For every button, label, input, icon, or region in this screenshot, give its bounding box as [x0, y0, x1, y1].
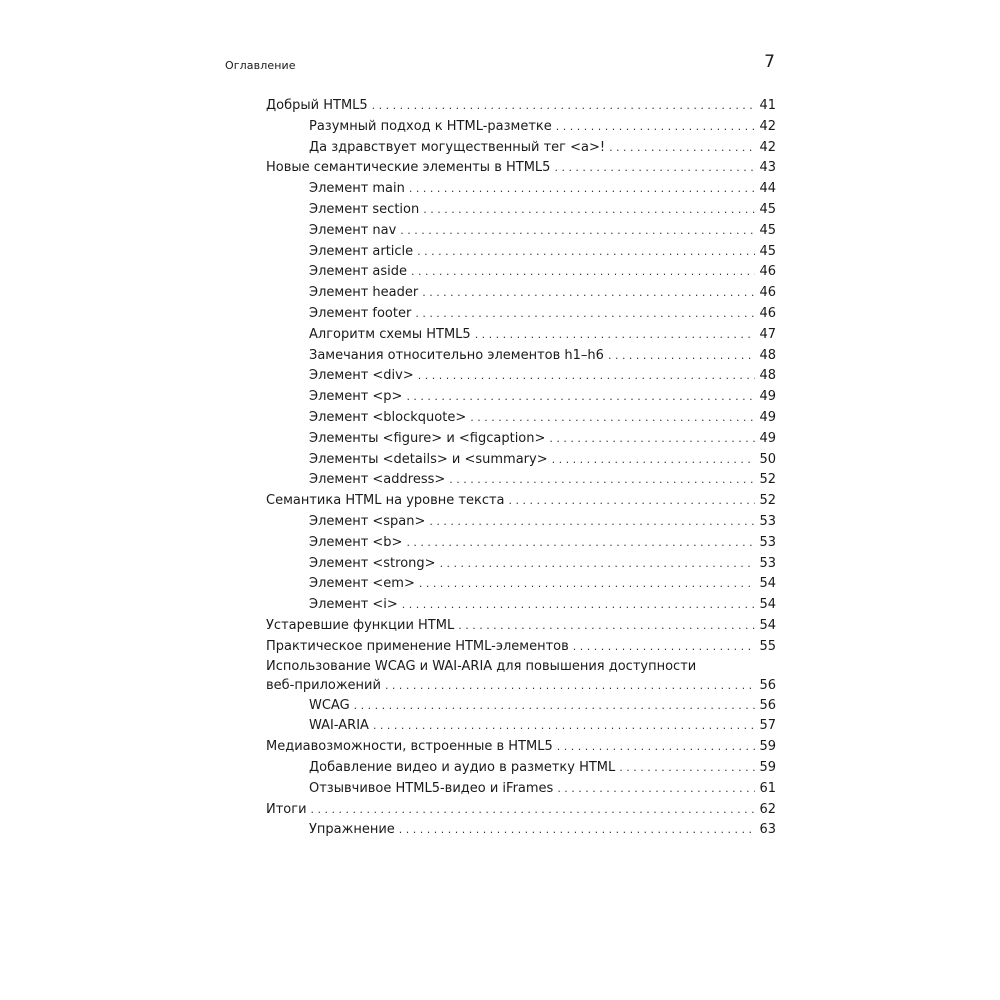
toc-entry	[266, 429, 776, 450]
dot-leader	[373, 716, 755, 737]
toc-entry-row	[309, 242, 776, 263]
toc-entry-title: Элемент nav	[309, 222, 397, 238]
toc-entry-title: Элемент aside	[309, 264, 407, 280]
toc-entry-row	[309, 325, 776, 346]
dot-leader	[549, 429, 755, 450]
toc-entry-page: 59	[759, 759, 776, 775]
toc-entry	[266, 533, 776, 554]
toc-entry-page: 62	[759, 801, 776, 817]
toc-entry-row	[309, 554, 776, 575]
dot-leader	[557, 779, 755, 800]
toc-entry-page: 48	[759, 347, 776, 363]
dot-leader	[423, 200, 755, 221]
toc-entry	[266, 758, 776, 779]
toc-entry-page: 61	[759, 780, 776, 796]
toc-entry-page: 42	[759, 139, 776, 155]
toc-entry-row	[309, 387, 776, 408]
toc-entry-title: Итоги	[266, 801, 307, 817]
toc-entry	[266, 283, 776, 304]
toc-entry-row	[266, 96, 776, 117]
toc-entry-page: 53	[759, 513, 776, 529]
toc-entry-title: Элемент section	[309, 201, 420, 217]
toc-entry	[266, 574, 776, 595]
toc-entry-row	[309, 304, 776, 325]
toc-entry	[266, 117, 776, 138]
dot-leader	[470, 408, 755, 429]
toc-entry	[266, 716, 776, 737]
toc-entry-title: Элемент header	[309, 285, 419, 301]
dot-leader	[619, 758, 755, 779]
toc-entry-page: 42	[759, 118, 776, 134]
toc-entry	[266, 262, 776, 283]
dot-leader	[385, 675, 755, 696]
toc-entry	[266, 366, 776, 387]
toc-entry-title: Добавление видео и аудио в разметку HTML	[309, 759, 616, 775]
toc-entry-row	[309, 262, 776, 283]
dot-leader	[429, 512, 755, 533]
dot-leader	[554, 158, 755, 179]
dot-leader	[417, 242, 755, 263]
toc-entry	[266, 512, 776, 533]
toc-entry	[266, 304, 776, 325]
toc-entry-title: Элемент <strong>	[309, 555, 436, 571]
toc-entry-title: Да здравствует могущественный тег <a>!	[309, 139, 606, 155]
toc-entry	[266, 242, 776, 263]
page-number: 7	[764, 52, 775, 72]
dot-leader	[409, 179, 755, 200]
toc-entry-row	[309, 716, 776, 737]
dot-leader	[400, 221, 755, 242]
toc-entry-page: 56	[759, 677, 776, 693]
toc-entry-title: Отзывчивое HTML5-видео и iFrames	[309, 780, 554, 796]
toc-entry	[266, 325, 776, 346]
toc-entry	[266, 696, 776, 717]
toc-entry-title: веб-приложений	[266, 677, 381, 693]
toc-entry-page: 55	[759, 638, 776, 654]
toc-entry-page: 44	[759, 181, 776, 197]
toc-entry-row	[309, 779, 776, 800]
toc-entry	[266, 820, 776, 841]
dot-leader	[399, 820, 755, 841]
toc-entry-page: 45	[759, 201, 776, 217]
toc-entry	[266, 179, 776, 200]
dot-leader	[411, 262, 755, 283]
toc-entry-title: Алгоритм схемы HTML5	[309, 326, 471, 342]
dot-leader	[402, 595, 755, 616]
toc-entry	[266, 637, 776, 658]
toc-entry-title: Элемент <p>	[309, 389, 403, 405]
toc-entry-row	[266, 491, 776, 512]
dot-leader	[415, 304, 755, 325]
toc-entry-page: 54	[759, 576, 776, 592]
toc-entry-title: Элемент article	[309, 243, 414, 259]
toc-entry	[266, 138, 776, 159]
table-of-contents	[266, 96, 776, 841]
toc-entry-title-line: Использование WCAG и WAI-ARIA для повышения доступности	[266, 658, 697, 674]
toc-entry-page: 63	[759, 822, 776, 838]
dot-leader	[609, 138, 755, 159]
toc-entry-title: Упражнение	[309, 822, 395, 838]
toc-entry-title: Элемент <i>	[309, 597, 398, 613]
toc-entry-title: Элементы <figure> и <figcaption>	[309, 430, 546, 446]
toc-entry	[266, 387, 776, 408]
toc-entry-title: Медиавозможности, встроенные в HTML5	[266, 739, 553, 755]
toc-entry	[266, 554, 776, 575]
toc-entry-title: Добрый HTML5	[266, 98, 368, 113]
toc-entry	[266, 470, 776, 491]
toc-entry	[266, 800, 776, 821]
dot-leader	[556, 117, 755, 138]
toc-entry	[266, 96, 776, 117]
toc-entry-title: Новые семантические элементы в HTML5	[266, 160, 551, 176]
toc-entry	[266, 158, 776, 179]
dot-leader	[418, 366, 755, 387]
toc-entry-page: 54	[759, 597, 776, 613]
toc-entry-row	[309, 820, 776, 841]
toc-entry-page: 59	[759, 739, 776, 755]
toc-entry-row	[309, 283, 776, 304]
toc-entry-row	[309, 696, 776, 717]
toc-entry-row	[309, 138, 776, 159]
toc-entry-page: 41	[759, 98, 776, 113]
toc-entry	[266, 491, 776, 512]
toc-entry-row	[309, 429, 776, 450]
toc-entry-page: 57	[759, 718, 776, 734]
dot-leader	[475, 325, 755, 346]
toc-entry	[266, 450, 776, 471]
toc-entry-row	[266, 637, 776, 658]
toc-entry-page: 45	[759, 222, 776, 238]
dot-leader	[608, 346, 755, 367]
toc-entry-page: 46	[759, 305, 776, 321]
toc-entry-row	[309, 179, 776, 200]
toc-entry-title: Элемент main	[309, 181, 405, 197]
toc-entry-title: Элемент <b>	[309, 534, 403, 550]
dot-leader	[406, 387, 755, 408]
page-header	[225, 52, 775, 78]
toc-entry-row	[309, 408, 776, 429]
toc-entry-page: 43	[759, 160, 776, 176]
toc-entry-page: 45	[759, 243, 776, 259]
toc-entry-page: 53	[759, 555, 776, 571]
toc-entry	[266, 616, 776, 637]
toc-entry-page: 50	[759, 451, 776, 467]
toc-entry-title: WAI-ARIA	[309, 718, 369, 734]
toc-entry-title: Практическое применение HTML-элементов	[266, 638, 569, 654]
toc-entry-row	[266, 675, 776, 696]
toc-entry-title: Элемент <address>	[309, 472, 446, 488]
toc-entry-row	[309, 574, 776, 595]
toc-entry-page: 46	[759, 264, 776, 280]
toc-entry-title: Разумный подход к HTML-разметке	[309, 118, 552, 134]
toc-entry-page: 56	[759, 697, 776, 713]
toc-entry-row	[309, 346, 776, 367]
toc-entry-row	[266, 737, 776, 758]
dot-leader	[354, 696, 755, 717]
dot-leader	[509, 491, 755, 512]
dot-leader	[573, 637, 755, 658]
dot-leader	[419, 574, 755, 595]
toc-entry-page: 49	[759, 389, 776, 405]
toc-entry-page: 48	[759, 368, 776, 384]
toc-entry	[266, 779, 776, 800]
toc-entry	[266, 595, 776, 616]
toc-entry-page: 53	[759, 534, 776, 550]
toc-entry-page: 46	[759, 285, 776, 301]
toc-entry-row	[266, 800, 776, 821]
toc-entry	[266, 221, 776, 242]
toc-entry-row	[309, 758, 776, 779]
toc-entry-row	[309, 117, 776, 138]
toc-entry-title: WCAG	[309, 697, 350, 713]
toc-entry-page: 49	[759, 409, 776, 425]
toc-entry-title: Элементы <details> и <summary>	[309, 451, 548, 467]
toc-entry-page: 54	[759, 617, 776, 633]
toc-entry-row	[309, 200, 776, 221]
dot-leader	[311, 800, 755, 821]
toc-entry-title: Элемент footer	[309, 305, 412, 321]
toc-entry-title: Элемент <span>	[309, 513, 426, 529]
dot-leader	[422, 283, 755, 304]
toc-entry-page: 49	[759, 430, 776, 446]
toc-entry	[266, 737, 776, 758]
dot-leader	[458, 616, 755, 637]
dot-leader	[449, 470, 755, 491]
toc-entry-row	[266, 616, 776, 637]
toc-entry-title: Устаревшие функции HTML	[266, 617, 455, 633]
toc-entry-row	[309, 533, 776, 554]
dot-leader	[552, 450, 755, 471]
toc-entry-row	[309, 512, 776, 533]
toc-entry-row	[309, 450, 776, 471]
toc-entry-title: Замечания относительно элементов h1–h6	[309, 347, 604, 363]
dot-leader	[406, 533, 755, 554]
toc-entry-row	[309, 221, 776, 242]
dot-leader	[440, 554, 755, 575]
toc-entry-page: 47	[759, 326, 776, 342]
running-head: Оглавление	[225, 59, 296, 72]
toc-entry-title: Элемент <blockquote>	[309, 409, 467, 425]
toc-entry-row	[309, 366, 776, 387]
toc-entry-page: 52	[759, 472, 776, 488]
toc-entry	[266, 408, 776, 429]
toc-entry-title: Семантика HTML на уровне текста	[266, 493, 505, 509]
toc-entry-row	[309, 470, 776, 491]
toc-entry-title: Элемент <em>	[309, 576, 415, 592]
toc-entry	[266, 658, 776, 696]
toc-entry-row	[266, 158, 776, 179]
toc-entry-row	[309, 595, 776, 616]
dot-leader	[372, 96, 755, 117]
toc-entry	[266, 346, 776, 367]
toc-entry-page: 52	[759, 493, 776, 509]
toc-entry-title: Элемент <div>	[309, 368, 414, 384]
dot-leader	[557, 737, 755, 758]
toc-entry	[266, 200, 776, 221]
